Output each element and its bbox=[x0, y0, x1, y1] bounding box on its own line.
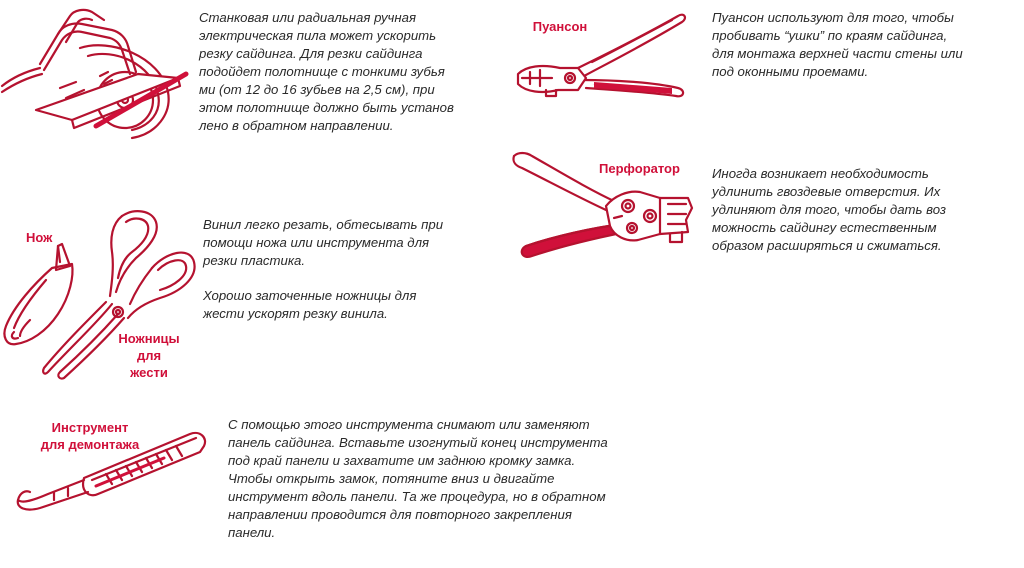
punch-line: под оконными проемами. bbox=[712, 64, 869, 79]
vinyl-line: резки пластика. bbox=[203, 253, 306, 268]
knife-label: Нож bbox=[26, 230, 53, 245]
perforator-line: Иногда возникает необходимость bbox=[712, 166, 929, 181]
punch-line: Пуансон используют для того, чтобы bbox=[712, 10, 954, 25]
unlock-tool-line: инструмент вдоль панели. Та же процедура, но в обратном bbox=[228, 489, 606, 504]
saw-description bbox=[199, 9, 499, 135]
snips-label-line: Ножницы bbox=[118, 331, 180, 346]
unlock-tool-line: С помощью этого инструмента снимают или заменяют bbox=[228, 417, 590, 432]
saw-line: этом полотнище должно быть установ bbox=[199, 100, 454, 115]
punch-line: пробивать “ушки” по краям сайдинга, bbox=[712, 28, 948, 43]
unlock-tool-line: направлении проводится для повторного закрепления bbox=[228, 507, 572, 522]
perforator-line: можность сайдингу естественным bbox=[712, 220, 937, 235]
saw-line: резку сайдинга. Для резки сайдинга bbox=[199, 46, 423, 61]
unlock-tool-description bbox=[228, 416, 688, 542]
saw-line: электрическая пила может ускорить bbox=[199, 28, 437, 43]
snips-label-line: жести bbox=[130, 365, 168, 380]
perforator-description bbox=[712, 165, 1017, 255]
snips-label-line: для bbox=[136, 348, 162, 363]
saw-line: ми (от 12 до 16 зубьев на 2,5 см), при bbox=[199, 82, 435, 97]
punch-line: для монтажа верхней части стены или bbox=[712, 46, 963, 61]
vinyl-line: Винил легко резать, обтесывать при bbox=[203, 217, 444, 232]
saw-line: Станковая или радиальная ручная bbox=[199, 10, 417, 25]
punch-pliers-icon bbox=[512, 6, 692, 106]
unlock-tool-line: Чтобы открыть замок, потяните вниз и двигайте bbox=[228, 471, 555, 486]
vinyl-line: Хорошо заточенные ножницы для bbox=[203, 288, 417, 303]
unlock-tool-line: панель сайдинга. Вставьте изогнутый конец инструмента bbox=[228, 435, 608, 450]
perforator-line: образом расширяться и сжиматься. bbox=[712, 238, 942, 253]
unlock-tool-line: панели. bbox=[228, 525, 276, 540]
perforator-line: удлинить гвоздевые отверстия. Их bbox=[712, 184, 941, 199]
spacer bbox=[203, 270, 503, 287]
vinyl-line: жести ускорят резку винила. bbox=[203, 306, 388, 321]
unlock-tool-label-line: для демонтажа bbox=[40, 437, 140, 452]
unlock-tool-label-line: Инструмент bbox=[51, 420, 129, 435]
saw-line: подойдет полотнище с тонкими зубья bbox=[199, 64, 445, 79]
unlock-tool-line: под край панели и захватите им заднюю кромку замка. bbox=[228, 453, 576, 468]
punch-description bbox=[712, 9, 1017, 81]
saw-line: лено в обратном направлении. bbox=[199, 118, 394, 133]
punch-label: Пуансон bbox=[532, 19, 588, 34]
vinyl-description bbox=[203, 216, 503, 323]
perforator-pliers-icon bbox=[510, 150, 700, 270]
perforator-line: удлиняют для того, чтобы дать воз bbox=[712, 202, 947, 217]
unlock-tool-icon bbox=[14, 430, 214, 520]
perforator-label: Перфоратор bbox=[599, 161, 680, 176]
circular-saw-icon bbox=[0, 8, 195, 143]
snips-label bbox=[110, 330, 188, 381]
vinyl-line: помощи ножа или инструмента для bbox=[203, 235, 430, 250]
